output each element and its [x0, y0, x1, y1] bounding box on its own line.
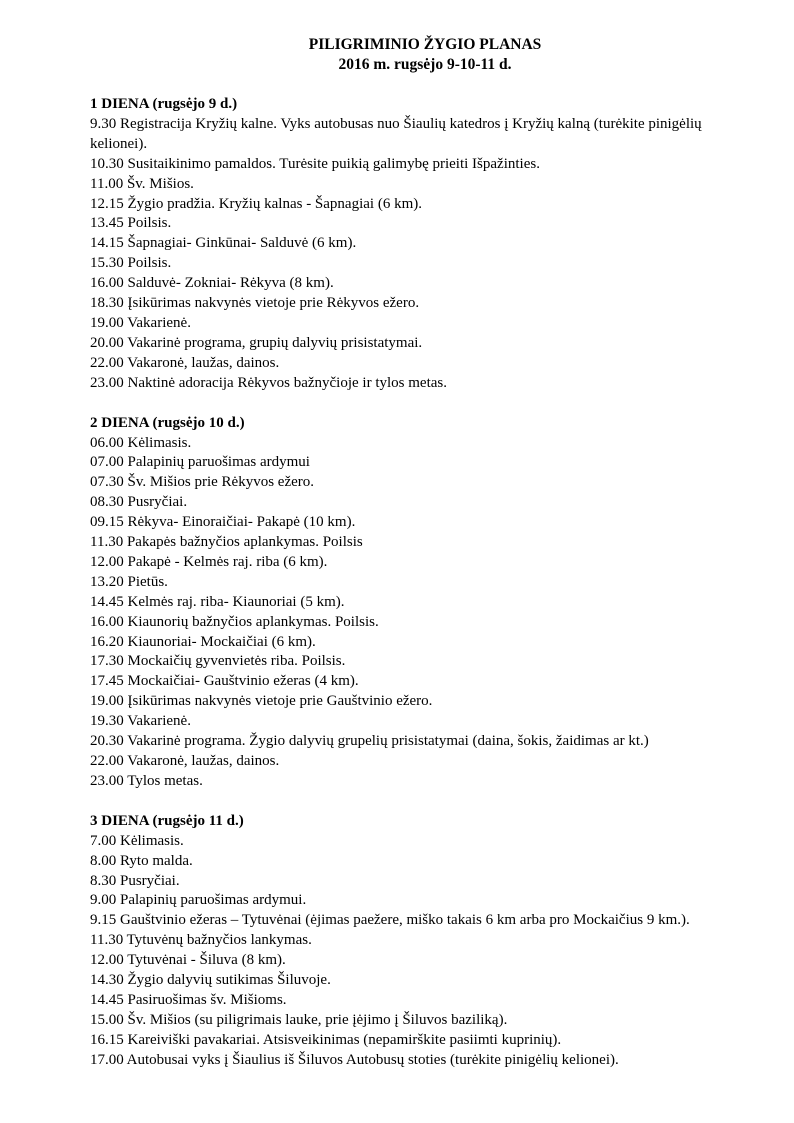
schedule-item: 08.30 Pusryčiai.: [90, 494, 188, 511]
schedule-item: 20.00 Vakarinė programa, grupių dalyvių prisistatymai.: [90, 334, 423, 351]
schedule-item: 07.00 Palapinių paruošimas ardymui: [90, 454, 310, 471]
schedule-item: 14.15 Šapnagiai- Ginkūnai- Salduvė (6 km).: [90, 235, 357, 252]
schedule-item: 7.00 Kėlimasis.: [90, 832, 184, 849]
schedule-item: 16.00 Kiaunorių bažnyčios aplankymas. Poilsis.: [90, 613, 379, 630]
schedule-item: 19.30 Vakarienė.: [90, 713, 191, 730]
document-page: [90, 35, 760, 1091]
schedule-item: 06.00 Kėlimasis.: [90, 434, 192, 451]
schedule-item: 19.00 Įsikūrimas nakvynės vietoje prie Gauštvinio ežero.: [90, 693, 433, 710]
schedule-item: 14.45 Kelmės raj. riba- Kiaunoriai (5 km).: [90, 593, 345, 610]
schedule-item: 07.30 Šv. Mišios prie Rėkyvos ežero.: [90, 474, 315, 491]
day-heading: 3 DIENA (rugsėjo 11 d.): [90, 812, 244, 829]
schedule-item: 8.00 Ryto malda.: [90, 852, 193, 869]
schedule-item: 13.45 Poilsis.: [90, 215, 172, 232]
schedule-item: 14.30 Žygio dalyvių sutikimas Šiluvoje.: [90, 972, 331, 989]
schedule-item: 13.20 Pietūs.: [90, 573, 168, 590]
schedule-item: 15.00 Šv. Mišios (su piligrimais lauke, prie įėjimo į Šiluvos baziliką).: [90, 1011, 508, 1028]
schedule-item: 12.00 Tytuvėnai - Šiluva (8 km).: [90, 952, 286, 969]
schedule-item: 10.30 Susitaikinimo pamaldos. Turėsite puikią galimybę prieiti Išpažinties.: [90, 155, 540, 172]
schedule-item: 20.30 Vakarinė programa. Žygio dalyvių grupelių prisistatymai (daina, šokis, žaidimas ar kt.): [90, 733, 649, 750]
schedule-item: 9.15 Gauštvinio ežeras – Tytuvėnai (ėjimas paežere, miško takais 6 km arba pro Mockaičius 9 km.).: [90, 912, 690, 929]
document-subtitle: 2016 m. rugsėjo 9-10-11 d.: [338, 56, 512, 73]
day-section-3: [90, 812, 760, 1071]
schedule-item: 23.00 Tylos metas.: [90, 772, 203, 789]
schedule-item: 16.20 Kiaunoriai- Mockaičiai (6 km).: [90, 633, 316, 650]
schedule-item: 11.30 Tytuvėnų bažnyčios lankymas.: [90, 932, 312, 949]
schedule-item: 17.30 Mockaičių gyvenvietės riba. Poilsis.: [90, 653, 346, 670]
schedule-item: 15.30 Poilsis.: [90, 255, 172, 272]
schedule-item: 17.00 Autobusai vyks į Šiaulius iš Šiluvos Autobusų stoties (turėkite pinigėlių kelionei).: [90, 1051, 619, 1068]
day-section-2: [90, 414, 760, 792]
schedule-item: 9.00 Palapinių paruošimas ardymui.: [90, 892, 307, 909]
schedule-item: 16.00 Salduvė- Zokniai- Rėkyva (8 km).: [90, 275, 334, 292]
day-heading: 1 DIENA (rugsėjo 9 d.): [90, 96, 238, 112]
schedule-item: 23.00 Naktinė adoracija Rėkyvos bažnyčioje ir tylos metas.: [90, 374, 447, 391]
schedule-item: 14.45 Pasiruošimas šv. Mišioms.: [90, 991, 287, 1008]
schedule-item: 12.00 Pakapė - Kelmės raj. riba (6 km).: [90, 553, 328, 570]
document-title: PILIGRIMINIO ŽYGIO PLANAS: [308, 36, 542, 53]
schedule-item: 09.15 Rėkyva- Einoraičiai- Pakapė (10 km).: [90, 514, 356, 531]
schedule-item: 22.00 Vakaronė, laužas, dainos.: [90, 753, 280, 769]
schedule-item: 18.30 Įsikūrimas nakvynės vietoje prie Rėkyvos ežero.: [90, 295, 420, 312]
schedule-item: 11.00 Šv. Mišios.: [90, 175, 194, 192]
schedule-item: 8.30 Pusryčiai.: [90, 872, 180, 889]
schedule-item: 9.30 Registracija Kryžių kalne. Vyks autobusas nuo Šiaulių katedros į Kryžių kalną (turėkite pinigėlių kelionei).: [90, 115, 702, 152]
day-heading: 2 DIENA (rugsėjo 10 d.): [90, 414, 245, 431]
schedule-item: 12.15 Žygio pradžia. Kryžių kalnas - Šapnagiai (6 km).: [90, 195, 422, 212]
day-section-1: [90, 95, 760, 394]
schedule-item: 17.45 Mockaičiai- Gauštvinio ežeras (4 km).: [90, 673, 359, 690]
schedule: [90, 95, 760, 1071]
schedule-item: 19.00 Vakarienė.: [90, 314, 191, 331]
schedule-item: 22.00 Vakaronė, laužas, dainos.: [90, 354, 280, 371]
schedule-item: 11.30 Pakapės bažnyčios aplankymas. Poilsis: [90, 534, 363, 551]
schedule-item: 16.15 Kareiviški pavakariai. Atsisveikinimas (nepamirškite pasiimti kuprinių).: [90, 1031, 562, 1048]
